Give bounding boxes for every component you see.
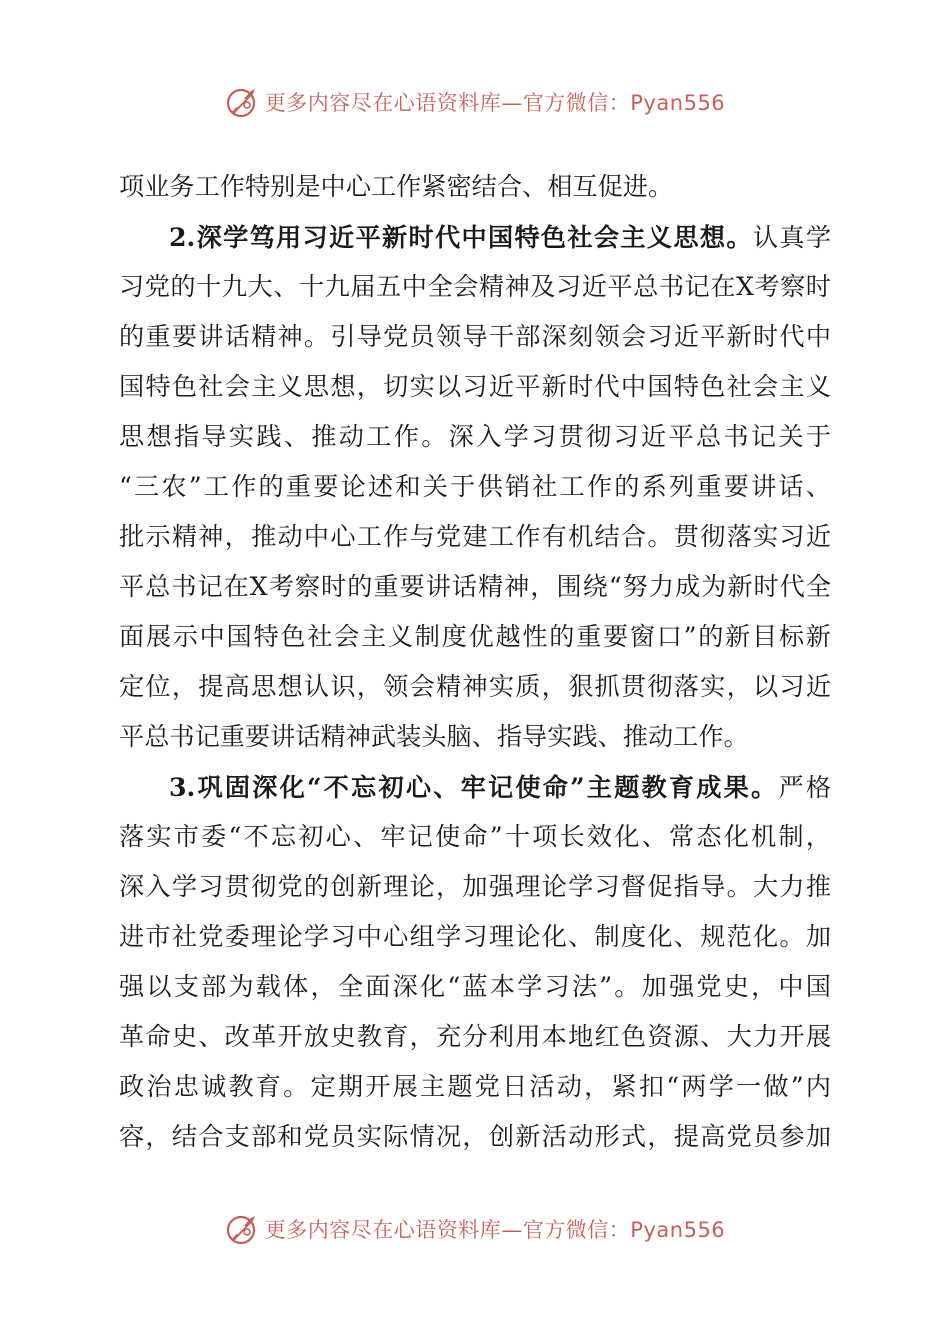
quill-logo-icon <box>225 85 259 119</box>
paragraph-2-heading: 2.深学笃用习近平新时代中国特色社会主义思想。 <box>169 222 753 252</box>
text-line: 强以支部为载体，全面深化“蓝本学习法”。加强党史，中国 <box>119 972 831 1001</box>
paragraph-3-first-line <box>119 762 831 812</box>
text-line: 平总书记重要讲话精神武装头脑、指导实践、推动工作。 <box>119 722 749 751</box>
paragraph-2-line-1-rest: 认真学 <box>752 223 832 252</box>
paragraph-3-line-1-rest: 严格 <box>778 773 832 802</box>
body-text <box>119 162 831 1162</box>
footer-banner-wechat: 官方微信：Pyan556 <box>522 1218 726 1242</box>
text-line: 习党的十九大、十九届五中全会精神及习近平总书记在X考察时 <box>119 272 831 301</box>
header-banner-main: 更多内容尽在心语资料库 <box>264 91 502 115</box>
footer-banner-text <box>265 1214 725 1244</box>
text-line: 面展示中国特色社会主义制度优越性的重要窗口”的新目标新 <box>119 622 831 651</box>
text-line: 的重要讲话精神。引导党员领导干部深刻领会习近平新时代中 <box>119 322 831 351</box>
text-line: 批示精神，推动中心工作与党建工作有机结合。贯彻落实习近 <box>119 522 831 551</box>
text-line: 容，结合支部和党员实际情况，创新活动形式，提高党员参加 <box>119 1122 831 1151</box>
text-line: 深入学习贯彻党的创新理论，加强理论学习督促指导。大力推 <box>119 872 831 901</box>
header-banner-text <box>265 87 725 117</box>
text-line: 革命史、改革开放史教育，充分利用本地红色资源、大力开展 <box>119 1022 831 1051</box>
paragraph-3-heading: 3.巩固深化“不忘初心、牢记使命”主题教育成果。 <box>169 772 779 802</box>
text-line: 定位，提高思想认识，领会精神实质，狠抓贯彻落实，以习近 <box>119 672 831 701</box>
text-line: 政治忠诚教育。定期开展主题党日活动，紧扣“两学一做”内 <box>119 1072 831 1101</box>
footer-banner-main: 更多内容尽在心语资料库 <box>264 1218 502 1242</box>
header-banner-wechat: 官方微信：Pyan556 <box>522 91 726 115</box>
text-line: 国特色社会主义思想，切实以习近平新时代中国特色社会主义 <box>119 372 831 401</box>
text-line: 思想指导实践、推动工作。深入学习贯彻习近平总书记关于 <box>119 422 831 451</box>
text-line: 项业务工作特别是中心工作紧密结合、相互促进。 <box>119 172 674 201</box>
footer-banner <box>0 1209 950 1249</box>
header-banner <box>0 82 950 122</box>
text-line: 进市社党委理论学习中心组学习理论化、制度化、规范化。加 <box>119 922 831 951</box>
footer-banner-sep: — <box>501 1218 523 1242</box>
text-line: “三农”工作的重要论述和关于供销社工作的系列重要讲话、 <box>119 472 831 501</box>
quill-logo-icon <box>225 1212 259 1246</box>
paragraph-2-first-line <box>119 212 831 262</box>
text-line: 平总书记在X考察时的重要讲话精神，围绕“努力成为新时代全 <box>119 572 831 601</box>
text-line: 落实市委“不忘初心、牢记使命”十项长效化、常态化机制， <box>119 822 831 851</box>
header-banner-sep: — <box>501 91 523 115</box>
